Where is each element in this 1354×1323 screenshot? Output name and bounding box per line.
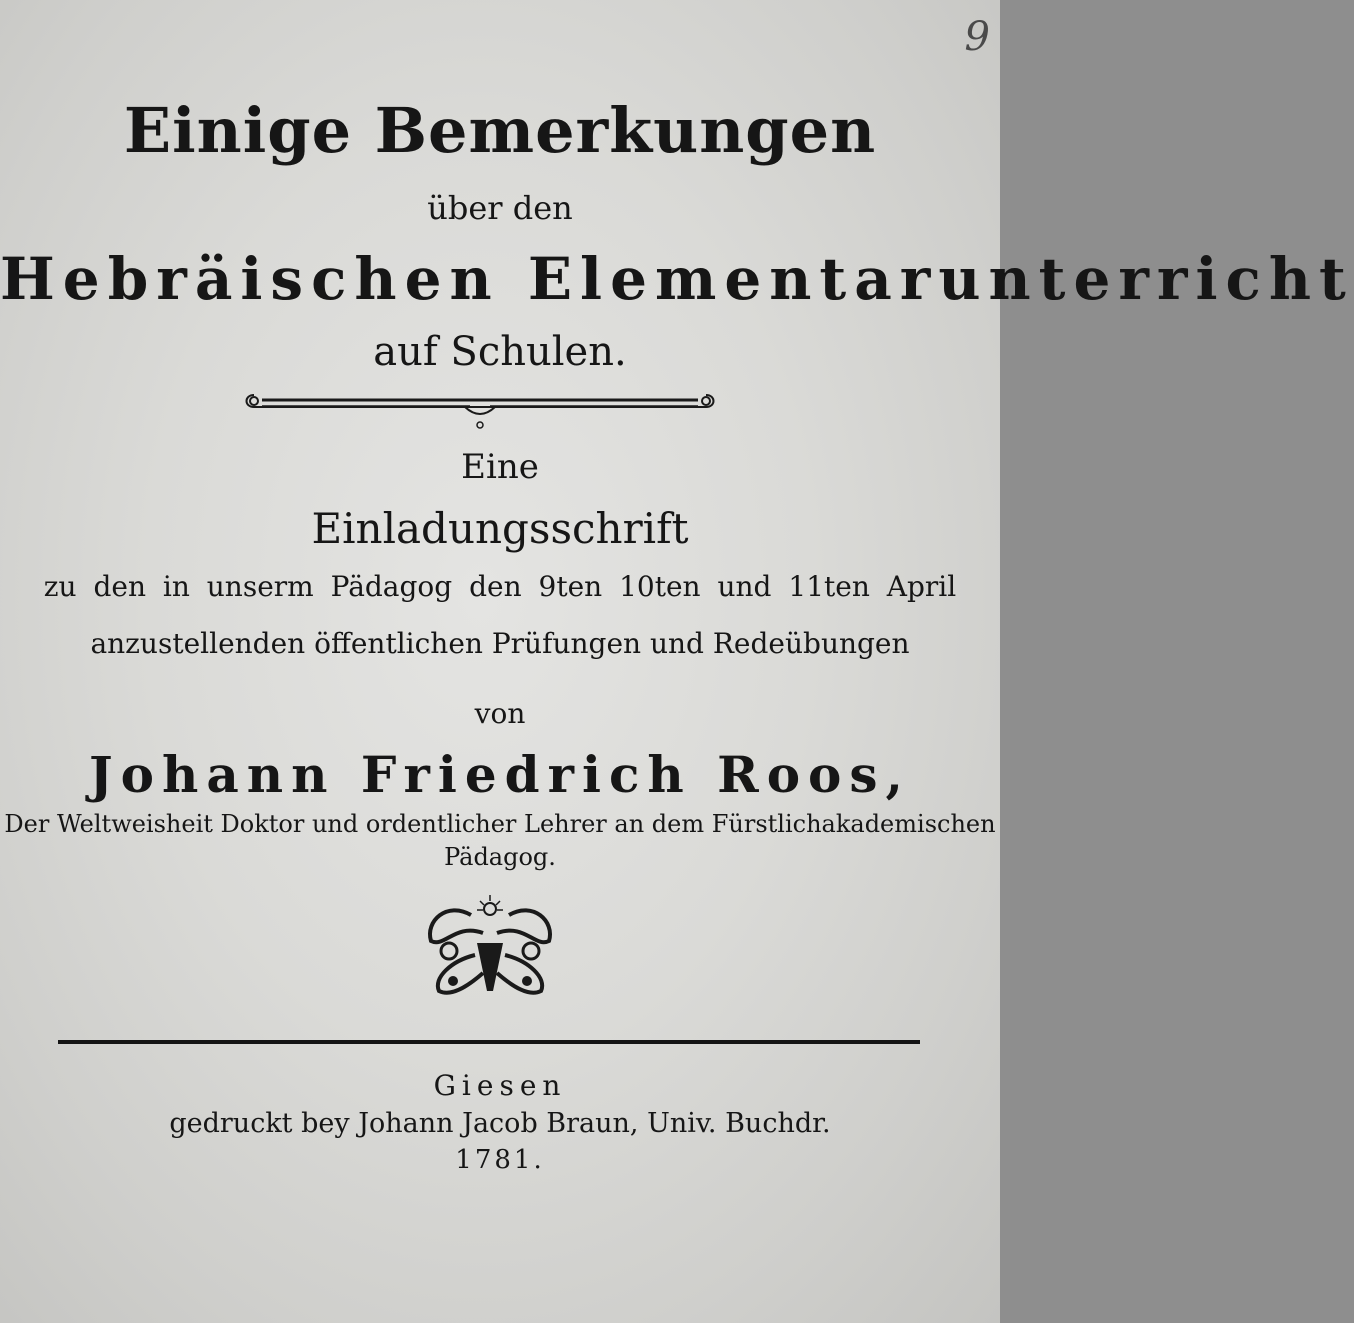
title-line-3: Hebräischen Elementarunterricht [0, 245, 1354, 313]
subtitle-line-3: zu den in unserm Pädagog den 9ten 10ten und 11ten April [43, 570, 957, 603]
author-affiliation-line-1: Der Weltweisheit Doktor und ordentlicher Lehrer an dem Fürstlichakademischen [4, 810, 996, 838]
imprint-printer: gedruckt bey Johann Jacob Braun, Univ. Buchdr. [169, 1108, 831, 1139]
author-name: Johann Friedrich Roos, [89, 745, 911, 804]
horizontal-rule [58, 1040, 920, 1044]
title-line-2: über den [427, 189, 573, 227]
ornamental-rule [240, 385, 720, 435]
title-line-4: auf Schulen. [373, 329, 627, 375]
printers-ornament [425, 893, 555, 998]
subtitle-line-4: anzustellenden öffentlichen Prüfungen und Redeübungen [90, 627, 910, 660]
imprint-place: Giesen [433, 1069, 567, 1102]
author-affiliation-line-2: Pädagog. [444, 843, 556, 871]
title-line-1: Einige Bemerkungen [123, 94, 877, 167]
imprint-year: 1781. [455, 1145, 545, 1175]
subtitle-line-1: Eine [461, 447, 539, 487]
byline-von: von [474, 697, 526, 730]
page-number: 9 [964, 14, 990, 60]
subtitle-line-2: Einladungsschrift [311, 504, 689, 553]
